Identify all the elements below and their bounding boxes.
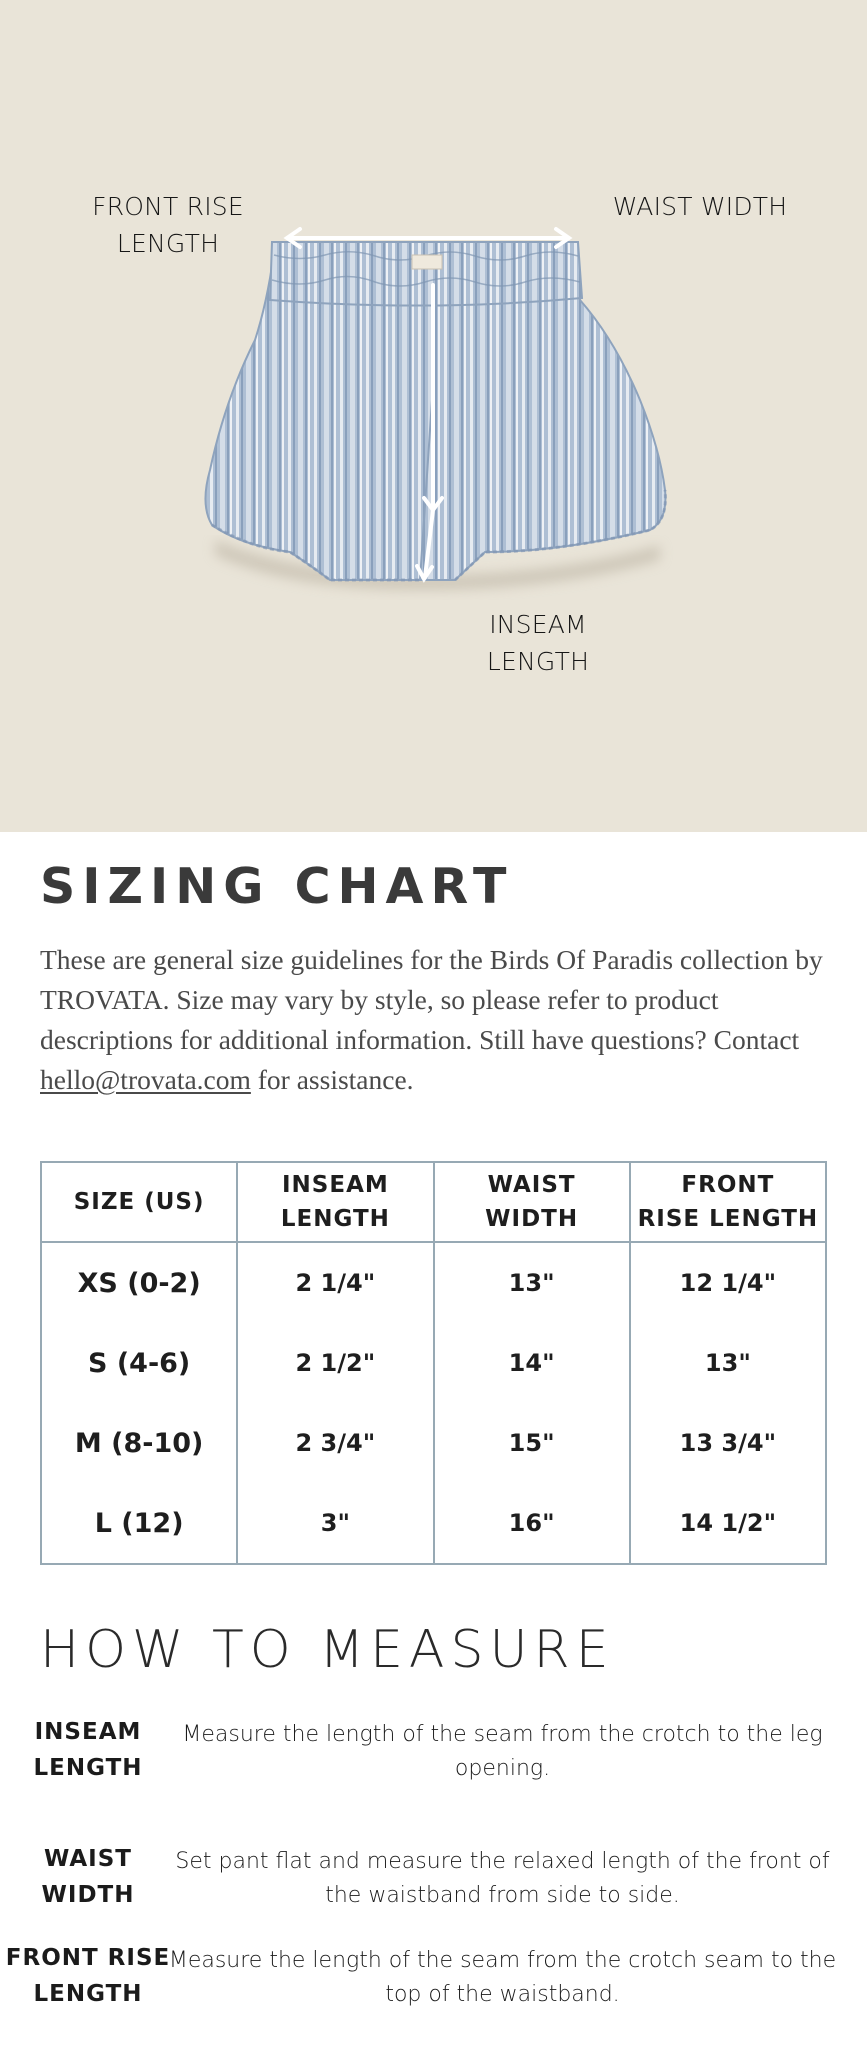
size-value: M (8-10) — [41, 1403, 237, 1483]
measure-term: INSEAM LENGTH — [33, 1719, 143, 1781]
front-rise-value: 13 3/4" — [630, 1403, 826, 1483]
table-row — [41, 1403, 826, 1483]
table-row — [41, 1483, 826, 1564]
waist-value: 14" — [434, 1323, 630, 1403]
inseam-value: 2 1/4" — [237, 1242, 433, 1323]
size-value: S (4-6) — [41, 1323, 237, 1403]
product-hero — [0, 0, 867, 832]
header-size: SIZE (US) — [41, 1162, 237, 1242]
table-row — [41, 1323, 826, 1403]
table-row — [41, 1242, 826, 1323]
inseam-label: INSEAM LENGTH — [486, 610, 590, 676]
measure-term: WAIST WIDTH — [41, 1846, 135, 1908]
measure-term: FRONT RISE LENGTH — [5, 1945, 171, 2007]
shorts-waistband — [270, 242, 582, 306]
waist-value: 13" — [434, 1242, 630, 1323]
how-to-measure-title: HOW TO MEASURE — [40, 1620, 615, 1680]
header-waist: WAIST WIDTH — [434, 1162, 630, 1242]
inseam-value: 3" — [237, 1483, 433, 1564]
front-rise-value: 14 1/2" — [630, 1483, 826, 1564]
size-value: XS (0-2) — [41, 1242, 237, 1323]
header-inseam: INSEAM LENGTH — [237, 1162, 433, 1242]
shorts-illustration — [0, 0, 867, 832]
size-chart-table — [40, 1161, 827, 1565]
measure-item-waist — [0, 1841, 867, 1921]
inseam-value: 2 1/2" — [237, 1323, 433, 1403]
intro-suffix: for assistance. — [250, 1064, 414, 1095]
shorts-tag — [412, 255, 442, 269]
header-front-rise: FRONT RISE LENGTH — [630, 1162, 826, 1242]
waist-value: 16" — [434, 1483, 630, 1564]
waist-value: 15" — [434, 1403, 630, 1483]
sizing-intro — [40, 940, 840, 1100]
front-rise-label: FRONT RISE LENGTH — [92, 192, 244, 258]
measure-description: Set pant flat and measure the relaxed length of the front of the waistband from side to side. — [175, 1849, 830, 1908]
waist-width-label: WAIST WIDTH — [612, 192, 788, 221]
sizing-chart-title: SIZING CHART — [40, 858, 514, 915]
measure-item-inseam — [0, 1714, 867, 1794]
contact-email-link[interactable]: hello@trovata.com — [40, 1064, 251, 1095]
measure-description: Measure the length of the seam from the crotch to the leg opening. — [182, 1722, 823, 1781]
size-value: L (12) — [41, 1483, 237, 1564]
measure-description: Measure the length of the seam from the crotch seam to the top of the waistband. — [168, 1948, 837, 2007]
front-rise-value: 12 1/4" — [630, 1242, 826, 1323]
table-header-row — [41, 1162, 826, 1242]
measure-item-front-rise — [0, 1940, 867, 2020]
inseam-value: 2 3/4" — [237, 1403, 433, 1483]
intro-text: These are general size guidelines for the Birds Of Paradis collection by TROVATA. Size may vary by style, so please refer to product descriptions for additional information. Still have questions? Contact — [40, 944, 823, 1055]
front-rise-value: 13" — [630, 1323, 826, 1403]
